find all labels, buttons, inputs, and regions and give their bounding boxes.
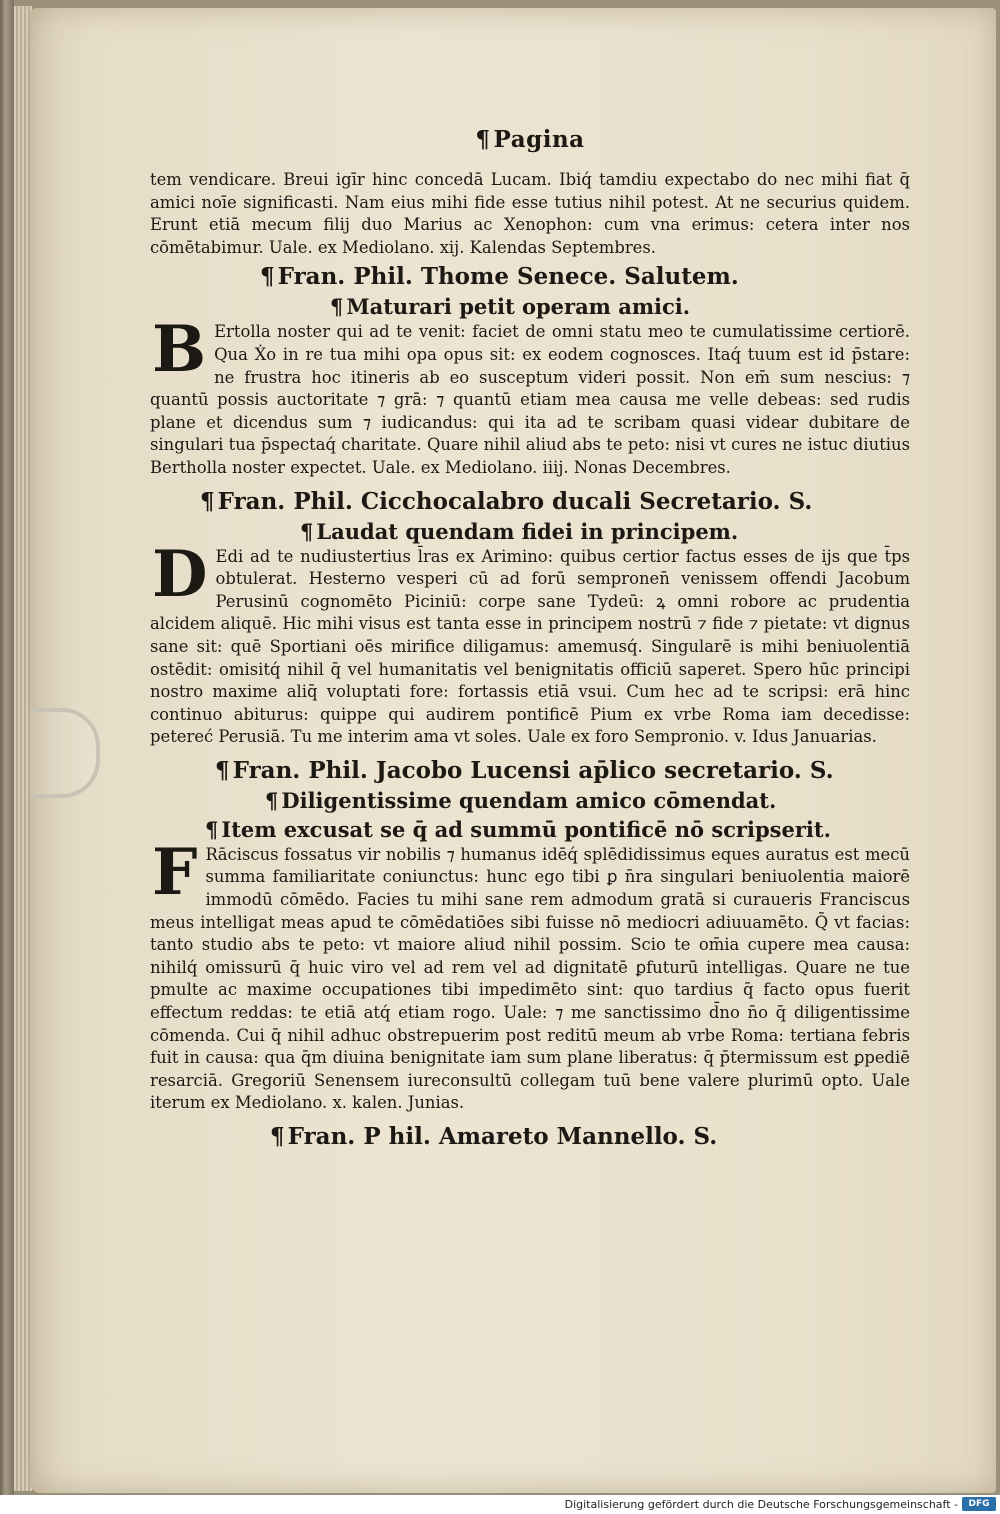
letter: [150, 486, 910, 749]
letter: [150, 261, 910, 479]
running-head: [150, 126, 910, 153]
pilcrow-icon: ¶: [265, 787, 279, 813]
page-text-block: [150, 126, 910, 1152]
running-head-text: Pagina: [493, 126, 585, 153]
letter-body: F Rāciscus fossatus vir nobilis ⁊ humanus idēq́ splēdidissimus eques auratus est mecū summa familiaritate coniunctus: hunc ego tibi ꝑ n̄ra singulari beniuolentia maiorē immodū cōmēdo. Facies tu mihi sane rem admodum gratā si curaueris Franciscus meus intelligat meas apud te cōmēdatiōes sibi fuisse nō mediocri adiuuamēto. Q̄ vt facias: tanto studio abs te peto: vt maiore aliud nihil possim. Scio te om̄ia cupere mea causa: nihilq́ omissurū q̄ huic viro vel ad rem vel ad dignitatē ꝑfuturū intelligas. Quare ne tue pmulte ac maxime occupationes tibi impedimēto sint: quo tardius q̄ facto opus fuerit effectum reddas: te etiā atq́ etiam rogo. Uale: ⁊ me sanctissimo d̄no n̄o q̄ diligentissime cōmenda. Cui q̄ nihil adhuc obstrepuerim post reditū meum ab vrbe Roma: tertiana febris fuit in causa: qua q̄m diuina benignitate iam sum plane liberatus: q̄ p̄termissum est ꝑpediē resarciā. Gregoriū Senensem iureconsultū collegam tuū bene valere plurimū opto. Uale iterum ex Mediolano. x. kalen. Junias.: [150, 834, 910, 1113]
letter: [150, 755, 910, 1115]
letter-summary: ¶ Laudat quendam fidei in principem.: [300, 518, 739, 544]
letter-heading: ¶ Fran. Phil. Cicchocalabro ducali Secretario. S.: [200, 487, 813, 515]
pilcrow-icon: ¶: [330, 294, 344, 320]
drop-cap: B: [152, 312, 207, 388]
dfg-logo: DFG: [962, 1497, 996, 1511]
pilcrow-icon: ¶: [200, 487, 215, 515]
pilcrow-icon: ¶: [215, 756, 230, 784]
letter-heading: ¶ Fran. Phil. Jacobo Lucensi ap̄lico secretario. S.: [215, 756, 834, 784]
footer-text: Digitalisierung gefördert durch die Deutsche Forschungsgemeinschaft -: [564, 1498, 958, 1511]
letter-heading: ¶ Fran. Phil. Thome Senece. Salutem.: [260, 263, 739, 291]
pilcrow-icon: ¶: [300, 518, 314, 544]
paper-clip: [30, 708, 100, 798]
letter-summary: ¶ Diligentissime quendam amico cōmendat.: [265, 787, 777, 813]
pilcrow-icon: ¶: [475, 126, 491, 153]
pilcrow-icon: ¶: [205, 816, 219, 842]
drop-cap: D: [152, 536, 208, 612]
opening-paragraph: tem vendicare. Breui igīr hinc concedā Lucam. Ibiq́ tamdiu expectabo do nec mihi fiat q̄ amici noīe significasti. Nam eius mihi fide esse tutius nihil potest. At ne securius quidem. Erunt etiā mecum filij duo Marius ac Xenophon: cum vna erimus: cetera inter nos cōmētabimur. Uale. ex Mediolano. xij. Kalendas Septembres.: [150, 170, 910, 257]
digitization-footer: [0, 1495, 1000, 1514]
book-spine-edge: [0, 0, 14, 1495]
letter-summary: ¶ Maturari petit operam amici.: [330, 294, 691, 320]
letter-body: B Ertolla noster qui ad te venit: faciet de omni statu meo te cumulatissime certiorē. Qua Ẋo in re tua mihi opa opus sit: ex eodem cognosces. Itaq́ tuum est id p̄stare: ne frustra hoc itineris ab eo susceptum videri possit. Non em̄ sum nescius: ⁊ quantū possis auctoritate ⁊ grā: ⁊ quantū etiam mea causa me velle debeas: sed rudis plane et dicendus sum ⁊ iudicandus: qui ita ad te scribam quasi videar dubitare de singulari tua p̄spectaq́ charitate. Quare nihil aliud abs te peto: nisi vt cures ne istuc diutius Bertholla noster expectet. Uale. ex Mediolano. iiij. Nonas Decembres.: [150, 312, 910, 477]
letter-body: D Edi ad te nudiustertius l̄ras ex Arimino: quibus certior factus esses de ijs que t̄ps obtulerat. Hesterno vesperi cū ad forū sempronen̄ venissem offendi Jacobum Perusinū cognomēto Piciniū: corpe sane Tydeū: ꝝ omni robore ac prudentia alcidem aliquē. Hic mihi visus est tanta esse in principem nostrū ⁊ fide ⁊ pietate: vt dignus sane sit: quē Sportiani oēs mirifice diligamus: amemusq́. Singularē is mihi beniuolentiā ostēdit: omisitq́ nihil q̄ vel humanitatis vel benignitatis officiū saperet. Spero hūc principi nostro maxime aliq̄ voluptati fore: fortassis etiā vsui. Cum hec ad te scripsi: erā hinc continuo abiturus: quippe qui audirem pontificē Pium ex vrbe Roma iam decedisse: petereć Perusiā. Tu me interim ama vt soles. Uale ex foro Sempronio. v. Idus Januarias.: [150, 536, 910, 747]
letter: [150, 1121, 910, 1152]
drop-cap: F: [152, 834, 198, 910]
letter-summary: ¶ Item excusat se q̄ ad summū pontificē nō scripserit.: [205, 816, 831, 842]
pilcrow-icon: ¶: [260, 263, 275, 291]
letter-heading: ¶ Fran. P hil. Amareto Mannello. S.: [270, 1123, 718, 1150]
pilcrow-icon: ¶: [270, 1123, 285, 1150]
